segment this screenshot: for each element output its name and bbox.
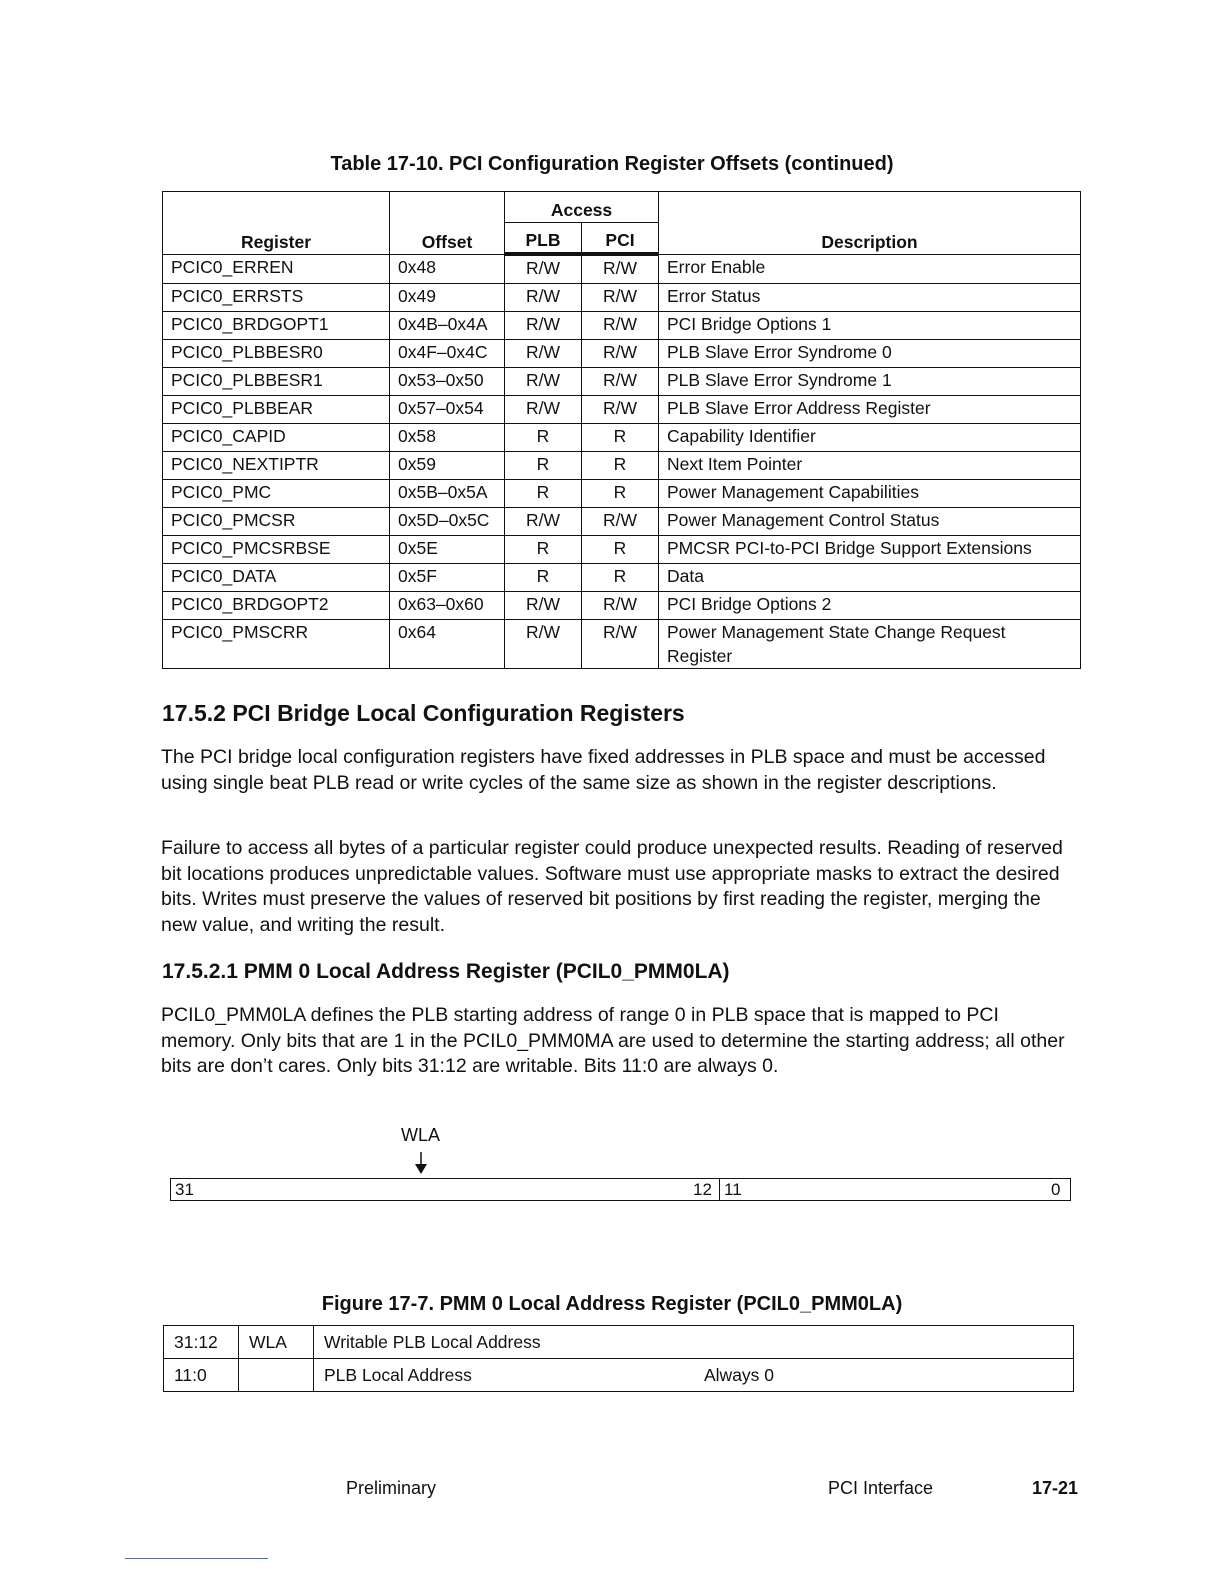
field-name [239,1359,314,1392]
cell-description: Error Enable [659,254,1081,284]
cell-offset: 0x63–0x60 [390,592,505,620]
cell-description: Data [659,564,1081,592]
cell-register: PCIC0_NEXTIPTR [163,452,390,480]
table-row [163,592,1081,620]
cell-pci-access: R [582,452,659,480]
cell-offset: 0x4B–0x4A [390,312,505,340]
table-row [163,312,1081,340]
register-bit-diagram [170,1178,1071,1201]
figure-caption: Figure 17-7. PMM 0 Local Address Register (PCIL0_PMM0LA) [321,1293,903,1315]
cell-plb-access: R/W [505,396,582,424]
cell-plb-access: R [505,424,582,452]
cell-pci-access: R/W [582,254,659,284]
cell-plb-access: R/W [505,620,582,669]
field-description [314,1359,1074,1392]
cell-register: PCIC0_BRDGOPT1 [163,312,390,340]
cell-pci-access: R/W [582,620,659,669]
bit-11-label: 11 [724,1180,742,1199]
cell-register: PCIC0_PMSCRR [163,620,390,669]
table-caption: Table 17-10. PCI Configuration Register Offsets (continued) [330,153,894,175]
cell-pci-access: R [582,564,659,592]
cell-offset: 0x5D–0x5C [390,508,505,536]
field-description-table [163,1325,1074,1392]
register-offsets-table [162,191,1081,669]
down-arrow-icon [414,1150,428,1178]
cell-offset: 0x57–0x54 [390,396,505,424]
wla-field-label: WLA [401,1125,441,1145]
table-row [163,480,1081,508]
cell-pci-access: R/W [582,396,659,424]
cell-pci-access: R [582,424,659,452]
field-description-text: PLB Local Address [324,1364,472,1385]
cell-description: Next Item Pointer [659,452,1081,480]
section-paragraph-2: Failure to access all bytes of a particular register could produce unexpected results. Reading of reserved bit locations produces unpredictable values. Software must use appropriate masks to extract the desired bits. Writes must preserve the values of reserved bit positions by first reading the register, merging the new value, and writing the result. [161,837,1063,936]
cell-plb-access: R/W [505,312,582,340]
cell-register: PCIC0_PMCSR [163,508,390,536]
field-name: WLA [239,1326,314,1359]
footer-chapter: PCI Interface [828,1478,934,1498]
cell-description: Error Status [659,284,1081,312]
cell-description: PLB Slave Error Syndrome 1 [659,368,1081,396]
cell-register: PCIC0_ERRSTS [163,284,390,312]
cell-offset: 0x59 [390,452,505,480]
cell-pci-access: R/W [582,284,659,312]
cell-plb-access: R/W [505,340,582,368]
cell-offset: 0x58 [390,424,505,452]
field-bits: 31:12 [164,1326,239,1359]
cell-description: PLB Slave Error Syndrome 0 [659,340,1081,368]
cell-plb-access: R [505,452,582,480]
table-row [163,368,1081,396]
cell-register: PCIC0_PMCSRBSE [163,536,390,564]
cell-plb-access: R/W [505,254,582,284]
table-row [163,564,1081,592]
cell-pci-access: R/W [582,368,659,396]
cell-pci-access: R/W [582,340,659,368]
cell-description: PCI Bridge Options 1 [659,312,1081,340]
cell-pci-access: R/W [582,312,659,340]
table-row [163,620,1081,669]
cell-pci-access: R/W [582,508,659,536]
header-offset: Offset [390,192,505,255]
cell-plb-access: R [505,564,582,592]
footer-status: Preliminary [346,1478,437,1498]
table-row [163,536,1081,564]
cell-offset: 0x64 [390,620,505,669]
bit-12-label: 12 [693,1180,712,1199]
cell-register: PCIC0_PLBBESR1 [163,368,390,396]
header-register: Register [163,192,390,255]
cell-pci-access: R/W [582,592,659,620]
header-description: Description [659,192,1081,255]
cell-description: Power Management Capabilities [659,480,1081,508]
cell-offset: 0x5F [390,564,505,592]
table-row [163,340,1081,368]
field-description-text: Writable PLB Local Address [324,1331,541,1352]
table-row [163,424,1081,452]
field-note: Always 0 [704,1364,775,1385]
section-heading: 17.5.2 PCI Bridge Local Configuration Registers [162,700,685,726]
table-row [163,452,1081,480]
cell-offset: 0x4F–0x4C [390,340,505,368]
cell-register: PCIC0_PMC [163,480,390,508]
header-pci: PCI [582,223,659,255]
table-row [163,254,1081,284]
cell-plb-access: R/W [505,284,582,312]
cell-register: PCIC0_ERREN [163,254,390,284]
cell-offset: 0x48 [390,254,505,284]
field-row [164,1326,1074,1359]
cell-offset: 0x49 [390,284,505,312]
field-description [314,1326,1074,1359]
footer-divider [125,1558,268,1559]
cell-register: PCIC0_CAPID [163,424,390,452]
subsection-heading: 17.5.2.1 PMM 0 Local Address Register (PCIL0_PMM0LA) [162,960,730,983]
bit-divider [719,1179,720,1200]
cell-offset: 0x5E [390,536,505,564]
cell-plb-access: R/W [505,592,582,620]
header-access: Access [505,192,659,223]
subsection-paragraph: PCIL0_PMM0LA defines the PLB starting address of range 0 in PLB space that is mapped to PCI memory. Only bits that are 1 in the PCIL0_PMM0MA are used to determine the starting address; all other bits are don’t cares. Only bits 31:12 are writable. Bits 11:0 are always 0. [161,1004,1065,1077]
cell-description: PMCSR PCI-to-PCI Bridge Support Extensions [659,536,1081,564]
cell-description: Power Management State Change Request Register [659,620,1081,669]
section-paragraph-1: The PCI bridge local configuration registers have fixed addresses in PLB space and must be accessed using single beat PLB read or write cycles of the same size as shown in the register descriptions. [161,746,1046,794]
table-row [163,284,1081,312]
table-row [163,508,1081,536]
cell-offset: 0x53–0x50 [390,368,505,396]
bit-0-label: 0 [1051,1180,1061,1199]
cell-register: PCIC0_PLBBESR0 [163,340,390,368]
table-row [163,396,1081,424]
cell-description: Power Management Control Status [659,508,1081,536]
header-plb: PLB [505,223,582,255]
bit-31-label: 31 [175,1180,194,1199]
field-row [164,1359,1074,1392]
field-bits: 11:0 [164,1359,239,1392]
cell-offset: 0x5B–0x5A [390,480,505,508]
cell-plb-access: R [505,480,582,508]
cell-register: PCIC0_BRDGOPT2 [163,592,390,620]
cell-plb-access: R/W [505,508,582,536]
cell-pci-access: R [582,536,659,564]
cell-plb-access: R [505,536,582,564]
cell-description: Capability Identifier [659,424,1081,452]
cell-description: PLB Slave Error Address Register [659,396,1081,424]
footer-page-number: 17-21 [1032,1478,1079,1498]
cell-register: PCIC0_DATA [163,564,390,592]
cell-description: PCI Bridge Options 2 [659,592,1081,620]
cell-plb-access: R/W [505,368,582,396]
cell-pci-access: R [582,480,659,508]
cell-register: PCIC0_PLBBEAR [163,396,390,424]
